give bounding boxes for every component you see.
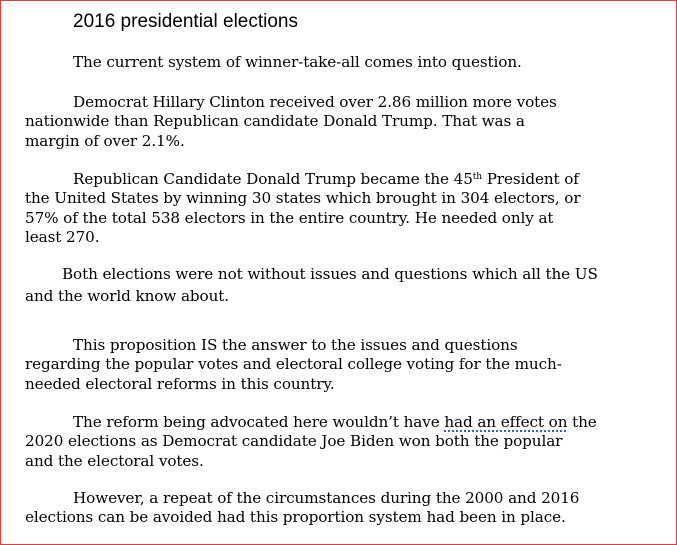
paragraph-3 bbox=[25, 170, 658, 248]
paragraph-6-line-1-start: The reform being advocated here wouldn’t have bbox=[73, 413, 445, 431]
paragraph-5-line-3: needed electoral reforms in this country. bbox=[25, 374, 335, 393]
paragraph-2-line-1: Democrat Hillary Clinton received over 2.86 million more votes bbox=[73, 93, 557, 111]
paragraph-7-line-1: However, a repeat of the circumstances during the 2000 and 2016 bbox=[73, 489, 580, 507]
paragraph-1 bbox=[25, 53, 658, 72]
paragraph-1-line-1: The current system of winner-take-all comes into question. bbox=[73, 53, 522, 71]
paragraph-6-line-1-end: the bbox=[567, 413, 597, 431]
paragraph-4-line-2: and the world know about. bbox=[25, 287, 229, 306]
paragraph-5 bbox=[25, 336, 658, 394]
paragraph-7-line-2: elections can be avoided had this proportion system had been in place. bbox=[25, 508, 566, 527]
paragraph-7 bbox=[25, 489, 658, 528]
paragraph-6-line-1 bbox=[25, 413, 658, 432]
paragraph-3-line-1-start: Republican Candidate Donald Trump became the 45 bbox=[73, 170, 473, 188]
paragraph-3-line-2: the United States by winning 30 states which brought in 304 electors, or bbox=[25, 189, 581, 208]
paragraph-3-line-1-end: President of bbox=[481, 170, 579, 188]
paragraph-6 bbox=[25, 413, 658, 471]
paragraph-2 bbox=[25, 93, 658, 151]
paragraph-6-line-3: and the electoral votes. bbox=[25, 451, 204, 470]
grammar-suggestion[interactable]: had an effect on bbox=[444, 413, 568, 431]
paragraph-5-line-2: regarding the popular votes and electoral college voting for the much- bbox=[25, 355, 562, 374]
paragraph-2-line-2: nationwide than Republican candidate Donald Trump. That was a bbox=[25, 112, 525, 131]
document-title: 2016 presidential elections bbox=[73, 11, 298, 32]
paragraph-3-line-1 bbox=[25, 170, 658, 189]
paragraph-4 bbox=[25, 265, 658, 307]
paragraph-5-line-1: This proposition IS the answer to the issues and questions bbox=[73, 336, 518, 354]
paragraph-6-line-2: 2020 elections as Democrat candidate Joe Biden won both the popular bbox=[25, 432, 563, 451]
ordinal-suffix: th bbox=[472, 172, 482, 182]
paragraph-2-line-3: margin of over 2.1%. bbox=[25, 131, 185, 150]
paragraph-4-line-1: Both elections were not without issues and questions which all the US bbox=[62, 265, 598, 283]
paragraph-3-line-4: least 270. bbox=[25, 228, 100, 247]
paragraph-3-line-3: 57% of the total 538 electors in the entire country. He needed only at bbox=[25, 208, 554, 227]
